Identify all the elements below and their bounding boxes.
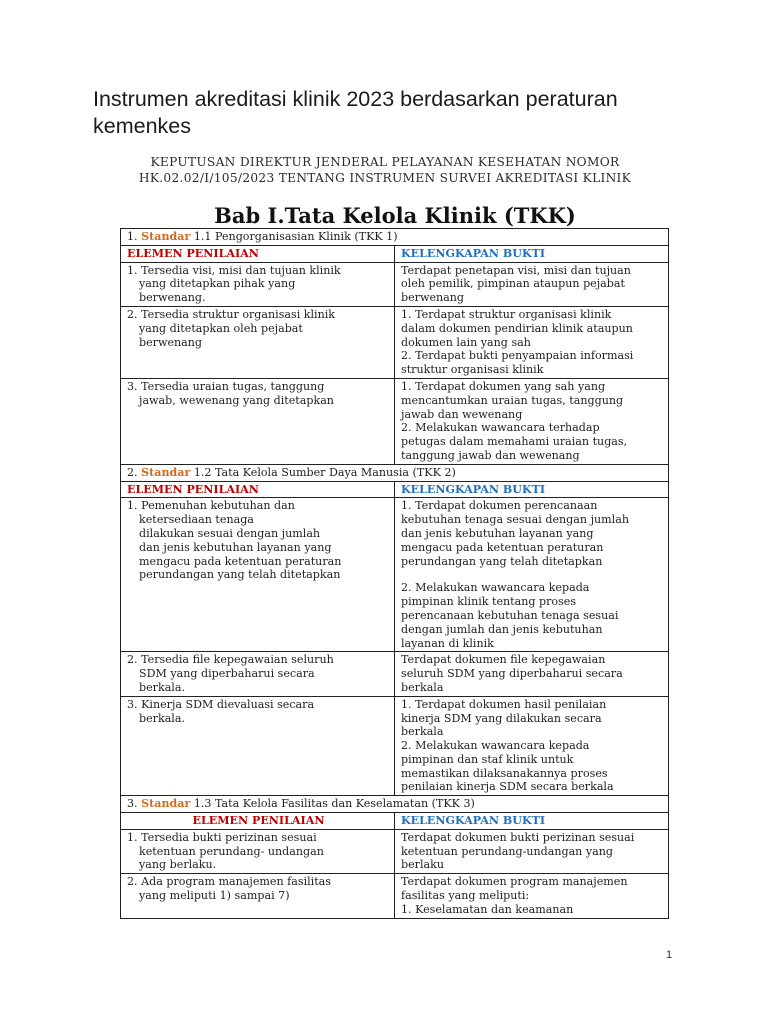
standard-row	[121, 229, 669, 246]
evidence-spacer	[401, 568, 664, 581]
table-row	[121, 652, 669, 696]
evidence-cell	[395, 306, 669, 378]
evidence-text: 2. Melakukan wawancara kepada pimpinan klinik tentang proses perencanaan kebutuhan tenaga sesuai dengan jumlah dan jenis kebutuhan layanan di klinik	[401, 581, 619, 650]
evidence-text: 2. Melakukan wawancara kepada pimpinan dan staf klinik untuk memastikan dilaksanakannya proses penilaian kinerja SDM secara berkala	[401, 739, 614, 794]
element-text: 2. Ada program manajemen fasilitas yang meliputi 1) sampai 7)	[127, 875, 331, 903]
element-cell	[121, 829, 395, 873]
header-kelengkapan-bukti: KELENGKAPAN BUKTI	[395, 813, 669, 830]
evidence-text: Terdapat dokumen bukti perizinan sesuai ketentuan perundang-undangan yang berlaku	[401, 830, 635, 872]
standard-row	[121, 464, 669, 481]
evidence-text: 1. Terdapat dokumen hasil penilaian kinerja SDM yang dilakukan secara berkala	[401, 697, 607, 739]
table-row	[121, 498, 669, 652]
element-text: 1. Tersedia visi, misi dan tujuan klinik yang ditetapkan pihak yang berwenang.	[127, 263, 341, 305]
header-elemen-penilaian: ELEMEN PENILAIAN	[121, 813, 395, 830]
evidence-cell	[395, 696, 669, 796]
evidence-text: 1. Terdapat dokumen yang sah yang mencantumkan uraian tugas, tanggung jawab dan wewenang	[401, 379, 624, 421]
element-text: 3. Kinerja SDM dievaluasi secara berkala.	[127, 697, 315, 725]
header-elemen-penilaian: ELEMEN PENILAIAN	[121, 481, 395, 498]
standard-number: 2.	[127, 465, 138, 479]
evidence-text: Terdapat dokumen program manajemen fasilitas yang meliputi: 1. Keselamatan dan keamanan	[401, 875, 628, 916]
standard-label: Standar	[141, 797, 191, 811]
evidence-cell	[395, 652, 669, 696]
table-header-row	[121, 481, 669, 498]
table-row	[121, 378, 669, 464]
table-row	[121, 262, 669, 306]
element-cell	[121, 652, 395, 696]
evidence-text: 1. Terdapat struktur organisasi klinik dalam dokumen pendirian klinik ataupun dokumen lain yang sah	[401, 307, 633, 349]
evidence-text: 1. Terdapat dokumen perencanaan kebutuhan tenaga sesuai dengan jumlah dan jenis kebutuhan layanan yang mengacu pada ketentuan peraturan perundangan yang telah ditetapkan	[401, 499, 629, 568]
standard-number: 3.	[127, 797, 138, 811]
evidence-text: Terdapat penetapan visi, misi dan tujuan oleh pemilik, pimpinan ataupun pejabat berwenang	[401, 263, 631, 305]
evidence-cell	[395, 829, 669, 873]
element-cell	[121, 696, 395, 796]
table-row	[121, 696, 669, 796]
evidence-cell	[395, 874, 669, 918]
element-cell	[121, 262, 395, 306]
table-row	[121, 874, 669, 918]
element-text: 2. Tersedia struktur organisasi klinik yang ditetapkan oleh pejabat berwenang	[127, 307, 336, 349]
chapter-title: Bab I.Tata Kelola Klinik (TKK)	[214, 203, 576, 228]
header-kelengkapan-bukti: KELENGKAPAN BUKTI	[395, 245, 669, 262]
page-number: 1	[666, 949, 673, 961]
evidence-text: Terdapat dokumen file kepegawaian seluruh SDM yang diperbaharui secara berkala	[401, 653, 623, 694]
standard-label: Standar	[141, 230, 191, 243]
table-header-row	[121, 813, 669, 830]
standard-title: 1.2 Tata Kelola Sumber Daya Manusia (TKK 2)	[193, 465, 456, 479]
standard-title: 1.3 Tata Kelola Fasilitas dan Keselamatan (TKK 3)	[193, 797, 475, 811]
table-row	[121, 306, 669, 378]
evidence-cell	[395, 378, 669, 464]
standard-heading	[121, 229, 669, 246]
header-kelengkapan-bukti: KELENGKAPAN BUKTI	[395, 481, 669, 498]
evidence-text: 2. Melakukan wawancara terhadap petugas dalam memahami uraian tugas, tanggung jawab dan wewenang	[401, 421, 628, 462]
standard-number: 1.	[127, 230, 138, 243]
header-elemen-penilaian: ELEMEN PENILAIAN	[121, 245, 395, 262]
assessment-table	[120, 228, 669, 919]
element-cell	[121, 378, 395, 464]
element-text: 1. Tersedia bukti perizinan sesuai ketentuan perundang- undangan yang berlaku.	[127, 830, 324, 872]
standard-title: 1.1 Pengorganisasian Klinik (TKK 1)	[193, 230, 398, 243]
element-cell	[121, 498, 395, 652]
element-text: 3. Tersedia uraian tugas, tanggung jawab, wewenang yang ditetapkan	[127, 379, 334, 407]
evidence-cell	[395, 262, 669, 306]
element-cell	[121, 874, 395, 918]
document-subtitle: KEPUTUSAN DIREKTUR JENDERAL PELAYANAN KESEHATAN NOMOR HK.02.02/I/105/2023 TENTANG INSTRUMEN SURVEI AKREDITASI KLINIK	[138, 155, 632, 185]
element-cell	[121, 306, 395, 378]
standard-heading	[121, 464, 669, 481]
document-title: Instrumen akreditasi klinik 2023 berdasarkan peraturan kemenkes	[93, 87, 618, 138]
evidence-text: 2. Terdapat bukti penyampaian informasi struktur organisasi klinik	[401, 349, 634, 377]
standard-row	[121, 796, 669, 813]
evidence-cell	[395, 498, 669, 652]
standard-heading	[121, 796, 669, 813]
table-header-row	[121, 245, 669, 262]
element-text: 2. Tersedia file kepegawaian seluruh SDM yang diperbaharui secara berkala.	[127, 653, 334, 694]
element-text: 1. Pemenuhan kebutuhan dan ketersediaan tenaga dilakukan sesuai dengan jumlah dan jenis kebutuhan layanan yang mengacu pada ketentuan peraturan perundangan yang telah ditetapkan	[127, 499, 342, 582]
standard-label: Standar	[141, 465, 191, 479]
table-row	[121, 829, 669, 873]
